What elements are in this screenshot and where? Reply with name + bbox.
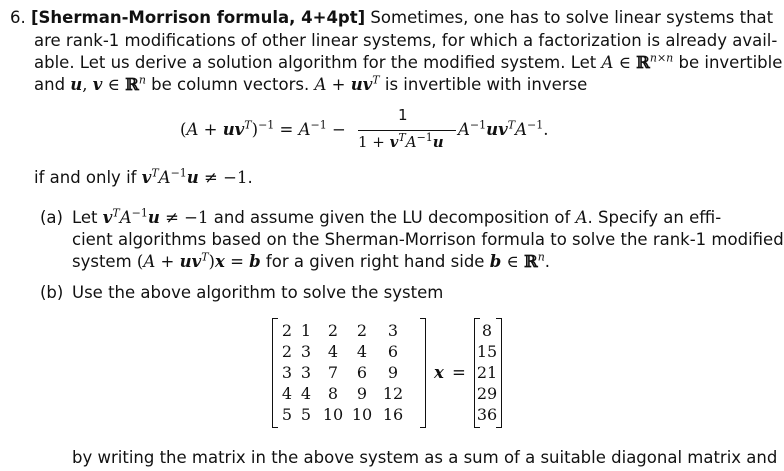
part-b-line-1: Use the above algorithm to solve the system [72,283,444,302]
part-b-label: (b) [40,283,64,302]
intro-line-3: able. Let us derive a solution algorithm for the modified system. Let A ∈ ℝ$^{n\times n}$ be invertible [34,51,783,72]
math-uv: u [70,75,83,94]
matrix-cell: 2 [281,321,293,340]
footer-line: by writing the matrix in the above system as a sum of a suitable diagonal matrix and [72,448,778,467]
matrix-cell: 12 [382,384,404,403]
rhs-cell: 21 [476,363,498,382]
rhs-cell: 36 [476,405,498,424]
matrix-cell: 6 [356,363,368,382]
matrix-cell: 7 [327,363,339,382]
matrix-cell: 2 [327,321,339,340]
matrix-cell: 4 [327,342,339,361]
matrix-cell: 1 [300,321,312,340]
matrix-row [276,361,420,381]
matrix-cell: 2 [281,342,293,361]
matrix-cell: 3 [281,363,293,382]
matrix-right-bracket [420,318,426,428]
part-a-line-3: system $(A + uv^T)x = b$ for a given right hand side b ∈ ℝ$^n$. [72,250,551,271]
matrix-cell: 5 [281,405,293,424]
intro-line-1: Sometimes, one has to solve linear systems that [365,8,774,27]
matrix-cell: 4 [281,384,293,403]
part-a-label: (a) [40,208,63,227]
matrix-row [276,340,420,360]
sherman-morrison-formula: $(A + uv^T)^{-1} = A^{-1}$ − 1 $1 + v^TA^{-1}u$ $A^{-1}uv^TA^{-1}$. [180,106,549,151]
matrix-cell: 3 [387,321,399,340]
equals-sign: = [452,363,466,382]
rhs-vector [476,318,498,426]
matrix-cell: 3 [300,363,312,382]
rhs-cell: 15 [476,342,498,361]
matrix-cell: 5 [300,405,312,424]
matrix-cell: 2 [356,321,368,340]
matrix-cell: 10 [351,405,373,424]
matrix-cell: 4 [300,384,312,403]
matrix-cell: 9 [387,363,399,382]
rhs-cell: 8 [481,321,493,340]
x-symbol: x [434,363,444,382]
iff-condition: if and only if $v^TA^{-1}u \ne -1$. [34,166,253,187]
matrix-row [276,382,420,402]
linear-system [272,318,502,430]
matrix-cell: 16 [382,405,404,424]
problem-number: 6. [10,8,26,27]
matrix-cell: 10 [322,405,344,424]
matrix-cell: 4 [356,342,368,361]
part-a-line-2: cient algorithms based on the Sherman-Morrison formula to solve the rank-1 modified [72,230,784,249]
coefficient-matrix [276,318,420,426]
problem-header [10,6,773,29]
matrix-cell: 8 [327,384,339,403]
matrix-cell: 9 [356,384,368,403]
intro-line-2: are rank-1 modifications of other linear systems, for which a factorization is already avail- [34,31,778,50]
matrix-cell: 6 [387,342,399,361]
matrix-cell: 3 [300,342,312,361]
problem-title: [Sherman-Morrison formula, 4+4pt] [31,8,366,27]
part-a-line-1: Let $v^TA^{-1}u \ne -1$ and assume given the LU decomposition of A. Specify an effi- [72,206,722,227]
rhs-cell: 29 [476,384,498,403]
intro-line-4: and u, v ∈ ℝ$^n$ be column vectors. $A + uv^T$ is invertible with inverse [34,73,588,94]
math-a-in-rnn: A [601,53,614,72]
matrix-row [276,319,420,339]
matrix-row [276,403,420,423]
